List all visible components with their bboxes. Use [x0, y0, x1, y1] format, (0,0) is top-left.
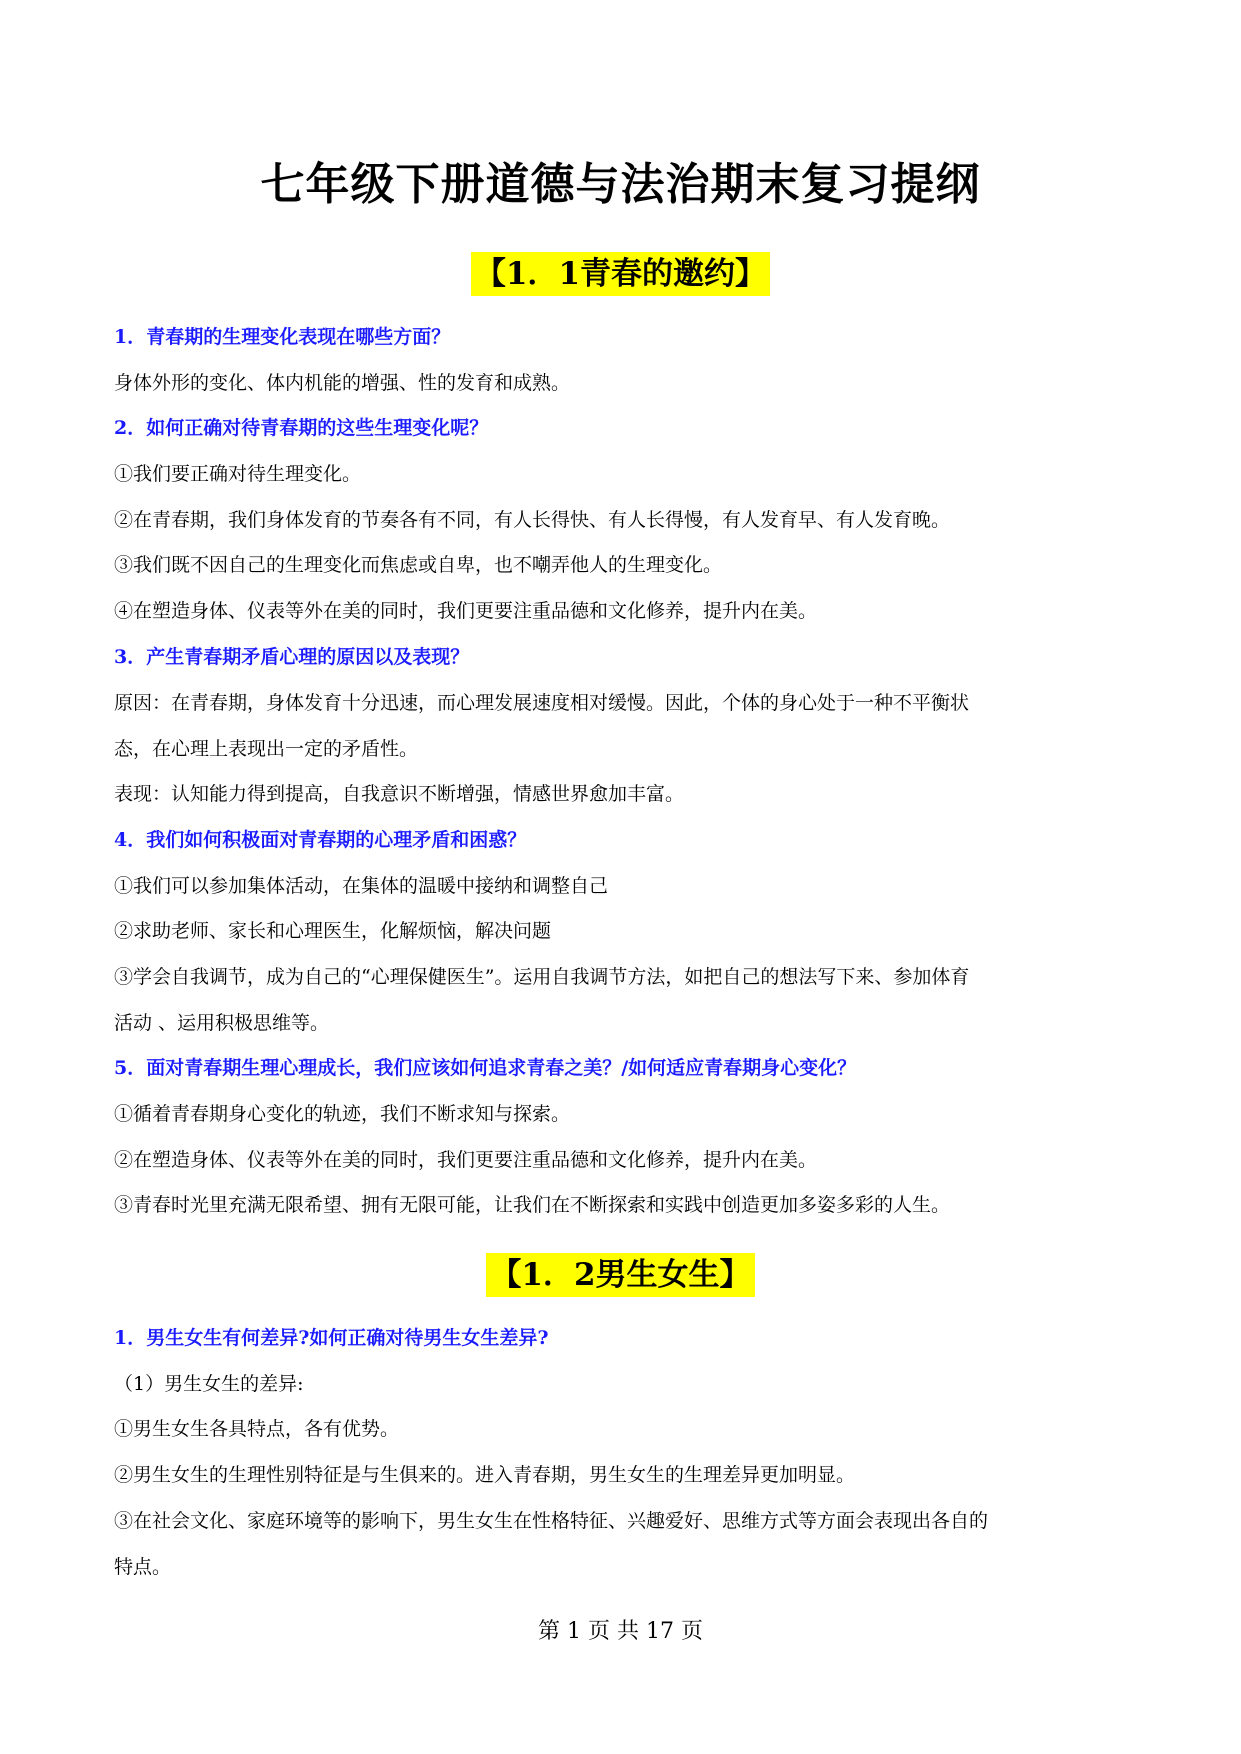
answer-line: ③青春时光里充满无限希望、拥有无限可能，让我们在不断探索和实践中创造更加多姿多彩的人生。: [114, 1194, 951, 1216]
answer-line: ②在塑造身体、仪表等外在美的同时，我们更要注重品德和文化修养，提升内在美。: [114, 1149, 818, 1171]
answer-line: ①我们要正确对待生理变化。: [114, 463, 362, 485]
section-heading: [0, 1253, 1241, 1302]
page-footer: 第 1 页 共 17 页: [538, 1619, 703, 1644]
question-line: 2．如何正确对待青春期的这些生理变化呢？: [114, 417, 489, 439]
answer-line: ②在青春期，我们身体发育的节奏各有不同，有人长得快、有人长得慢，有人发育早、有人发育晚。: [114, 509, 951, 531]
answer-line: 特点。: [114, 1556, 172, 1578]
answer-line: 原因：在青春期，身体发育十分迅速，而心理发展速度相对缓慢。因此，个体的身心处于一种不平衡状: [114, 692, 970, 714]
question-line: 1．男生女生有何差异?如何正确对待男生女生差异?: [114, 1327, 549, 1349]
answer-line: 活动 、运用积极思维等。: [114, 1012, 330, 1034]
question-line: 1．青春期的生理变化表现在哪些方面？: [114, 326, 451, 348]
answer-line: ③学会自我调节，成为自己的“心理保健医生”。运用自我调节方法，如把自己的想法写下来、参加体育: [114, 966, 970, 988]
answer-line: ②男生女生的生理性别特征是与生俱来的。进入青春期，男生女生的生理差异更加明显。: [114, 1464, 856, 1486]
document-title: 七年级下册道德与法治期末复习提纲: [260, 159, 981, 210]
answer-line: （1）男生女生的差异:: [114, 1373, 304, 1395]
section-heading-text: 【1．2男生女生】: [486, 1253, 754, 1297]
section-heading: [0, 252, 1241, 301]
answer-line: ②求助老师、家长和心理医生，化解烦恼，解决问题: [114, 920, 552, 942]
answer-line: ③我们既不因自己的生理变化而焦虑或自卑，也不嘲弄他人的生理变化。: [114, 554, 723, 576]
question-line: 3．产生青春期矛盾心理的原因以及表现？: [114, 646, 470, 668]
answer-line: ①我们可以参加集体活动，在集体的温暖中接纳和调整自己: [114, 875, 609, 897]
answer-line: 身体外形的变化、体内机能的增强、性的发育和成熟。: [114, 372, 571, 394]
answer-line: 态，在心理上表现出一定的矛盾性。: [114, 738, 419, 760]
question-line: 4．我们如何积极面对青春期的心理矛盾和困惑？: [114, 829, 527, 851]
answer-line: ③在社会文化、家庭环境等的影响下，男生女生在性格特征、兴趣爱好、思维方式等方面会表现出各自的: [114, 1510, 989, 1532]
answer-line: 表现：认知能力得到提高，自我意识不断增强，情感世界愈加丰富。: [114, 783, 685, 805]
answer-line: ①循着青春期身心变化的轨迹，我们不断求知与探索。: [114, 1103, 571, 1125]
answer-line: ①男生女生各具特点，各有优势。: [114, 1418, 400, 1440]
question-line: 5．面对青春期生理心理成长，我们应该如何追求青春之美？/如何适应青春期身心变化？: [114, 1057, 857, 1079]
answer-line: ④在塑造身体、仪表等外在美的同时，我们更要注重品德和文化修养，提升内在美。: [114, 600, 818, 622]
section-heading-text: 【1．1青春的邀约】: [471, 252, 770, 296]
